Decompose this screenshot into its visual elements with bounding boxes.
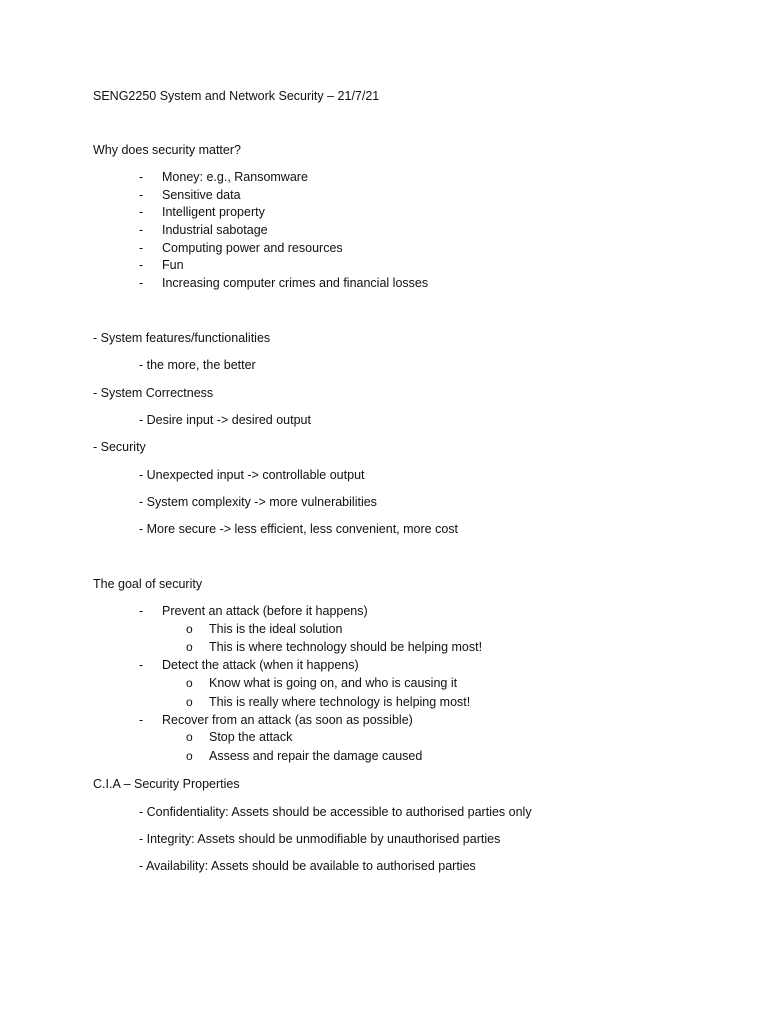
sub-bullet-marker: o: [186, 622, 193, 636]
security-line: - Security: [93, 440, 146, 454]
security-note: - More secure -> less efficient, less convenient, more cost: [139, 522, 459, 536]
goal-heading: The goal of security: [93, 577, 203, 591]
bullet-marker: -: [139, 604, 144, 618]
bullet-marker: -: [139, 188, 144, 202]
document-title: SENG2250 System and Network Security – 21/7/21: [93, 89, 380, 103]
why-item: Fun: [162, 258, 184, 272]
bullet-marker: -: [139, 170, 144, 184]
why-item: Computing power and resources: [162, 241, 343, 255]
why-item: Intelligent property: [162, 205, 265, 219]
cia-heading: C.I.A – Security Properties: [93, 777, 240, 791]
goal-subitem: This is really where technology is helping most!: [209, 695, 471, 709]
system-features-line: - System features/functionalities: [93, 331, 271, 345]
security-note: - Unexpected input -> controllable output: [139, 468, 365, 482]
cia-item: - Integrity: Assets should be unmodifiable by unauthorised parties: [139, 832, 501, 846]
why-item: Industrial sabotage: [162, 223, 268, 237]
goal-subitem: Stop the attack: [209, 730, 293, 744]
cia-item: - Availability: Assets should be available to authorised parties: [139, 859, 476, 873]
why-heading: Why does security matter?: [93, 143, 241, 157]
bullet-marker: -: [139, 205, 144, 219]
system-correctness-line: - System Correctness: [93, 386, 214, 400]
sub-bullet-marker: o: [186, 676, 193, 690]
goal-item: Prevent an attack (before it happens): [162, 604, 368, 618]
goal-subitem: This is where technology should be helping most!: [209, 640, 483, 654]
system-correctness-note: - Desire input -> desired output: [139, 413, 311, 427]
goal-item: Recover from an attack (as soon as possible): [162, 713, 413, 727]
goal-item: Detect the attack (when it happens): [162, 658, 359, 672]
system-features-note: - the more, the better: [139, 358, 256, 372]
sub-bullet-marker: o: [186, 749, 193, 763]
bullet-marker: -: [139, 713, 144, 727]
why-item: Increasing computer crimes and financial losses: [162, 276, 429, 290]
bullet-marker: -: [139, 276, 144, 290]
sub-bullet-marker: o: [186, 695, 193, 709]
goal-subitem: Assess and repair the damage caused: [209, 749, 423, 763]
why-item: Money: e.g., Ransomware: [162, 170, 308, 184]
bullet-marker: -: [139, 658, 144, 672]
goal-subitem: Know what is going on, and who is causing it: [209, 676, 458, 690]
sub-bullet-marker: o: [186, 730, 193, 744]
cia-item: - Confidentiality: Assets should be accessible to authorised parties only: [139, 805, 532, 819]
security-note: - System complexity -> more vulnerabilities: [139, 495, 377, 509]
bullet-marker: -: [139, 241, 144, 255]
sub-bullet-marker: o: [186, 640, 193, 654]
bullet-marker: -: [139, 258, 144, 272]
goal-subitem: This is the ideal solution: [209, 622, 343, 636]
why-item: Sensitive data: [162, 188, 241, 202]
bullet-marker: -: [139, 223, 144, 237]
